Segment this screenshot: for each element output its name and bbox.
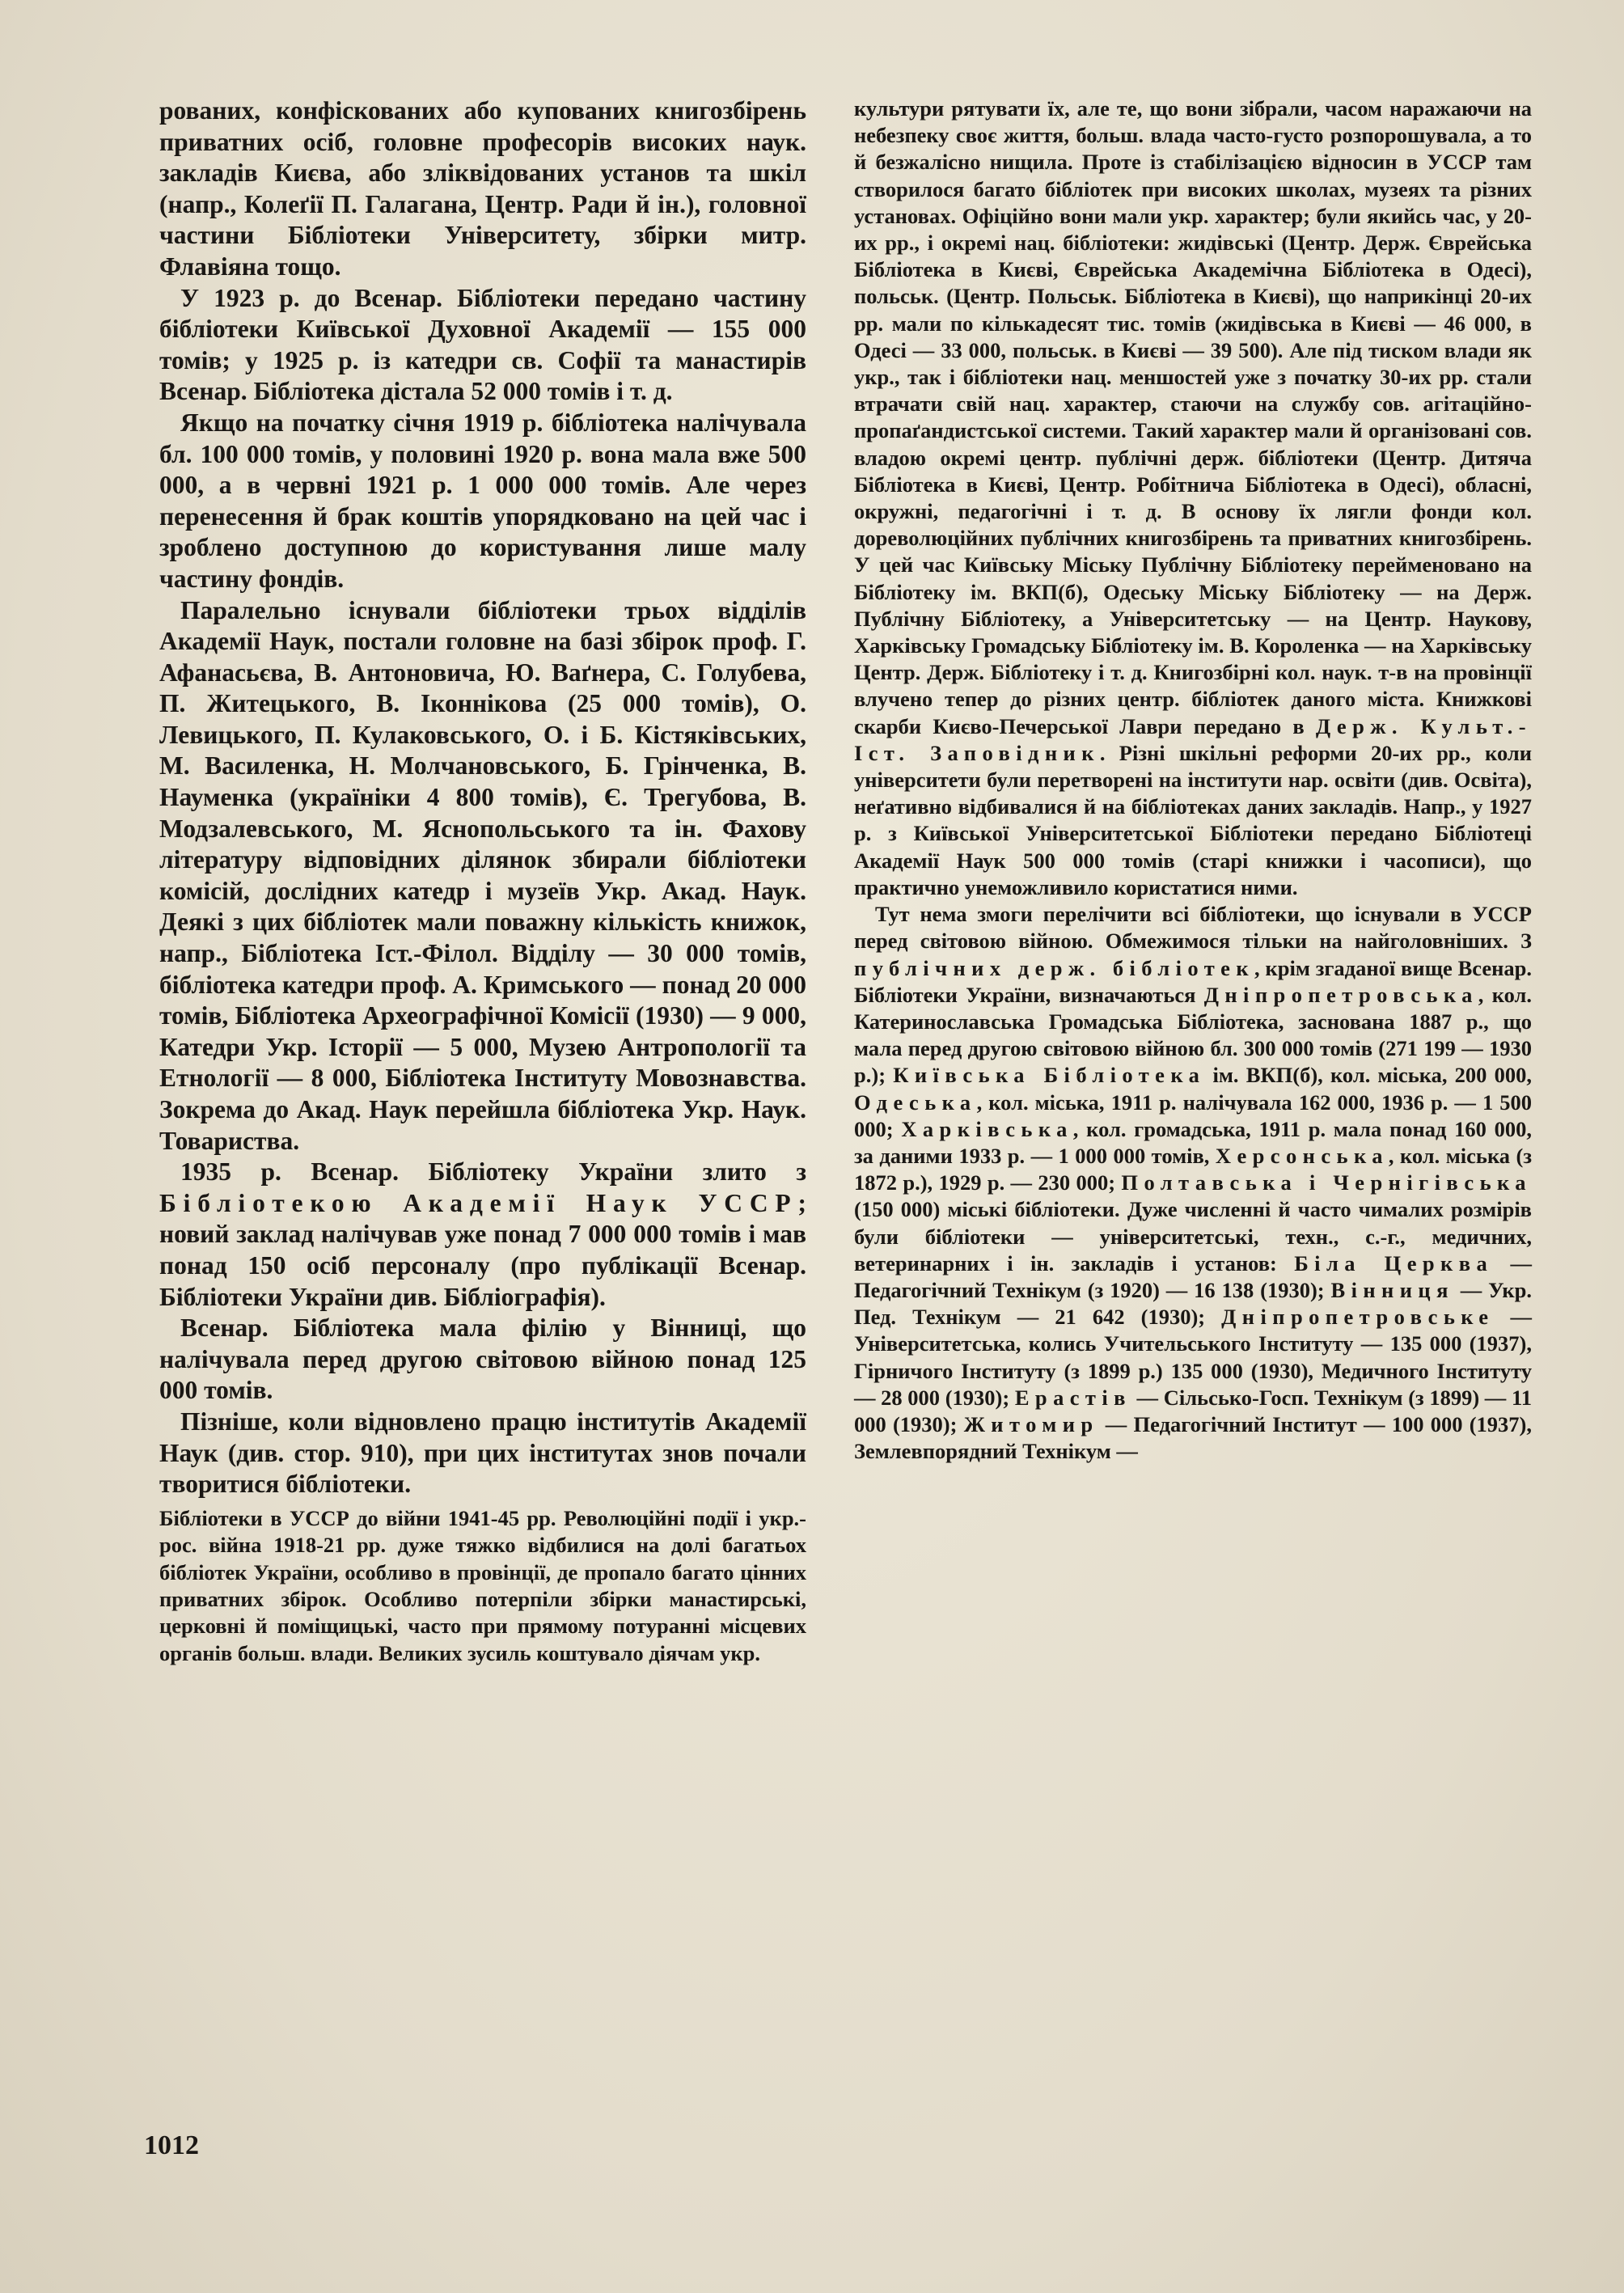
text-run: , кол. міська (з 1872 р.), 1929 р. — 230 000;: [854, 1143, 1532, 1195]
spaced-text: Держ. Культ.-Іст. Заповідник: [854, 713, 1532, 765]
text-run: , крім згаданої вище Всенар. Бібліотеки України, визначаються: [854, 955, 1532, 1007]
text-run: . Різні шкільні реформи 20-их рр., коли університети були перетворені на інститути нар. освіти (див. Освіта), неґативно відбивалися й на бібліотеках даних закладів. Напр., у 1927 р. з Київської Університетської Бібліотеки передано Бібліотеці Академії Наук 500 000 томів (старі книжки і часописи), що практично унеможливило користатися ними.: [854, 740, 1533, 899]
spaced-text: Вінниця: [1330, 1277, 1454, 1302]
text-run: — Університетська, колись Учительського Інституту — 135 000 (1937), Гірничого Інституту (з 1899 р.) 135 000 (1930), Медичного Інституту — 28 000 (1930);: [854, 1305, 1533, 1410]
paragraph: Пізніше, коли відновлено працю інститутів Академії Наук (див. стор. 910), при цих інститутах знов почали творитися бібліотеки.: [159, 1407, 806, 1499]
text-run: культури рятувати їх, але те, що вони зібрали, часом наражаючи на небезпеку своє життя, больш. влада часто-густо розпорошувала, а то й безжалісно нищила. Проте із стабілізацією відносин в УССР там створилося багато бібліотек при високих школах, музеях та різних установах. Офіційно вони мали укр. характер; були якийсь час, у 20-их рр., і окремі нац. бібліотеки: жидівські (Центр. Держ. Єврейська Бібліотека в Києві, Єврейська Академічна Бібліотека в Одесі), польськ. (Центр. Польськ. Бібліотека в Києві), що наприкінці 20-их рр. мали по кількадесят тис. томів (жидівська в Києві — 46 000, в Одесі — 33 000, польськ. в Києві — 39 500). Але під тиском влади як укр., так і бібліотеки нац. меншостей уже з початку 30-их рр. стали втрачати свій нац. характер, стаючи на службу сов. агітаційно-пропаґандистської системи. Такий характер мали й організовані сов. владою окремі центр. публічні держ. бібліотеки (Центр. Дитяча Бібліотека в Києві, Центр. Робітнича Бібліотека в Одесі), обласні, окружні, педагогічні і т. д. В основу їх лягли фонди кол. дореволюційних публічних книгозбірень та приватних книгозбірень. У цей час Київську Міську Публічну Бібліотеку перейменовано на Бібліотеку ім. ВКП(б), Одеську Міську Бібліотеку — на Держ. Публічну Бібліотеку, а Університетську — на Центр. Наукову, Харківську Громадську Бібліотеку ім. В. Короленка — на Харківську Центр. Держ. Бібліотеку і т. д. Книгозбірні кол. наук. т-в на провінції влучено тепер до різних центр. бібліотек даного міста. Книжкові скарби Києво-Печерської Лаври передано в: [854, 96, 1532, 738]
spaced-text: Київська Бібліотека: [893, 1063, 1206, 1088]
paragraph: У 1923 р. до Всенар. Бібліотеки передано частину бібліотеки Київської Духовної Академії — 155 000 томів; у 1925 р. із катедри св. Софії та манастирів Всенар. Бібліотека дістала 52 000 томів і т. д.: [159, 283, 806, 406]
spaced-text: Дніпропетровська: [1203, 982, 1478, 1007]
text-run: , кол. громадська, 1911 р. мала понад 160 000, за даними 1933 р. — 1 000 000 томів,: [854, 1116, 1533, 1168]
right-column: [854, 95, 1532, 1465]
paragraph: [159, 1157, 806, 1313]
spaced-text: Одеська: [854, 1089, 977, 1115]
text-run: 1935 р. Всенар. Бібліотеку України злито з: [180, 1157, 806, 1187]
paragraph: рованих, конфіскованих або купованих книгозбірень приватних осіб, головне професорів високих наук. закладів Києва, або зліквідованих установ та шкіл (напр., Колеґії П. Галагана, Центр. Ради й ін.), головної частини Бібліотеки Університету, збірки митр. Флавіяна тощо.: [159, 96, 806, 281]
page-number: 1012: [144, 2130, 199, 2160]
spaced-text: Дніпропетровське: [1221, 1305, 1495, 1330]
spaced-text: Ерастів: [1014, 1385, 1131, 1410]
text-run: — Педагогічний Технікум (з 1920) — 16 138 (1930);: [854, 1250, 1533, 1302]
left-column: [159, 95, 806, 1667]
text-run: — Педагогічний Інститут — 100 000 (1937), Землевпорядний Технікум —: [854, 1411, 1532, 1464]
text-run: — Сільсько-Госп. Технікум (з 1899) — 11 000 (1930);: [854, 1385, 1532, 1436]
text-run: (150 000) міські бібліотеки. Дуже численні й часто чималих розмірів були бібліотеки — університетські, техн., с.-г., медичних, ветеринарних і ін. закладів і установ:: [854, 1197, 1532, 1276]
text-run: , кол. Катеринославська Громадська Бібліотека, заснована 1887 р., що мала перед другою світовою війною бл. 300 000 томів (271 199 — 1930 р.);: [854, 982, 1533, 1088]
text-run: Тут нема змоги перелічити всі бібліотеки, що існували в УССР перед світовою війною. Обмежимося тільки на найголовніших. З: [854, 902, 1532, 954]
text-run: ім. ВКП(б), кол. міська, 200 000,: [1205, 1063, 1533, 1088]
spaced-text: Біла Церква: [1294, 1250, 1494, 1276]
spaced-text: публічних держ. бібліотек: [854, 955, 1255, 980]
text-run: — Укр. Пед. Технікум — 21 642 (1930);: [854, 1277, 1532, 1330]
text-run: Революційні події і укр.-рос. війна 1918-21 рр. дуже тяжко відбилися на долі багатьох бібліотек України, особливо в провінції, де пропало багато цінних приватних збірок. Особливо потерпіли збірки манастирські, церковні й поміщицькі, часто при прямому потуранні місцевих органів больш. влади. Великих зусиль коштувало діячам укр.: [159, 1505, 807, 1665]
spaced-text: Полтавська і Чернігівська: [1121, 1170, 1532, 1195]
text-run: ; новий заклад налічував уже понад 7 000 000 томів і мав понад 150 осіб персоналу (про публікації Всенар. Бібліотеки України див. Бібліографія).: [159, 1188, 806, 1311]
spaced-text: Житомир: [963, 1411, 1099, 1436]
text-run: , кол. міська, 1911 р. налічувала 162 000, 1936 р. — 1 500 000;: [854, 1089, 1532, 1141]
paragraph: Якщо на початку січня 1919 р. бібліотека налічувала бл. 100 000 томів, у половині 1920 р. вона мала вже 500 000, а в червні 1921 р. 1 000 000 томів. Але через перенесення й брак коштів упорядковано на цей час і зроблено доступною до користування лише малу частину фондів.: [159, 408, 806, 593]
spaced-text: Харківська: [901, 1116, 1073, 1141]
section-heading: Бібліотеки в УССР до війни 1941-45 рр.: [159, 1505, 556, 1530]
spaced-text: Херсонська: [1215, 1143, 1389, 1168]
paragraph: [854, 901, 1532, 1465]
paragraph: [854, 95, 1532, 901]
section-paragraph: [159, 1505, 806, 1667]
spaced-text: Бібліотекою Академії Наук УССР: [159, 1188, 798, 1217]
paragraph: Всенар. Бібліотека мала філію у Вінниці, що налічувала перед другою світовою війною понад 125 000 томів.: [159, 1314, 806, 1405]
paragraph: Паралельно існували бібліотеки трьох відділів Академії Наук, постали головне на базі збірок проф. Г. Афанасьєва, В. Антоновича, Ю. Ваґнера, С. Голубева, П. Житецького, В. Іконнікова (25 000 томів), О. Левицького, П. Кулаковського, О. і Б. Кістяківських, М. Василенка, Н. Молчановського, Б. Грінченка, В. Науменка (україніки 4 800 томів), Є. Трегубова, В. Модзалевського, М. Яснопольського та ін. Фахову літературу відповідних ділянок збирали бібліотеки комісій, дослідних катедр і музеїв Укр. Акад. Наук. Деякі з цих бібліотек мали поважну кількість книжок, напр., Бібліотека Іст.-Філол. Відділу — 30 000 томів, бібліотека катедри проф. А. Кримського — понад 20 000 томів, Бібліотека Археографічної Комісії (1930) — 9 000, Катедри Укр. Історії — 5 000, Музею Антропології та Етнології — 8 000, Бібліотека Інституту Мовознавства. Зокрема до Акад. Наук перейшла бібліотека Укр. Наук. Товариства.: [159, 595, 806, 1155]
